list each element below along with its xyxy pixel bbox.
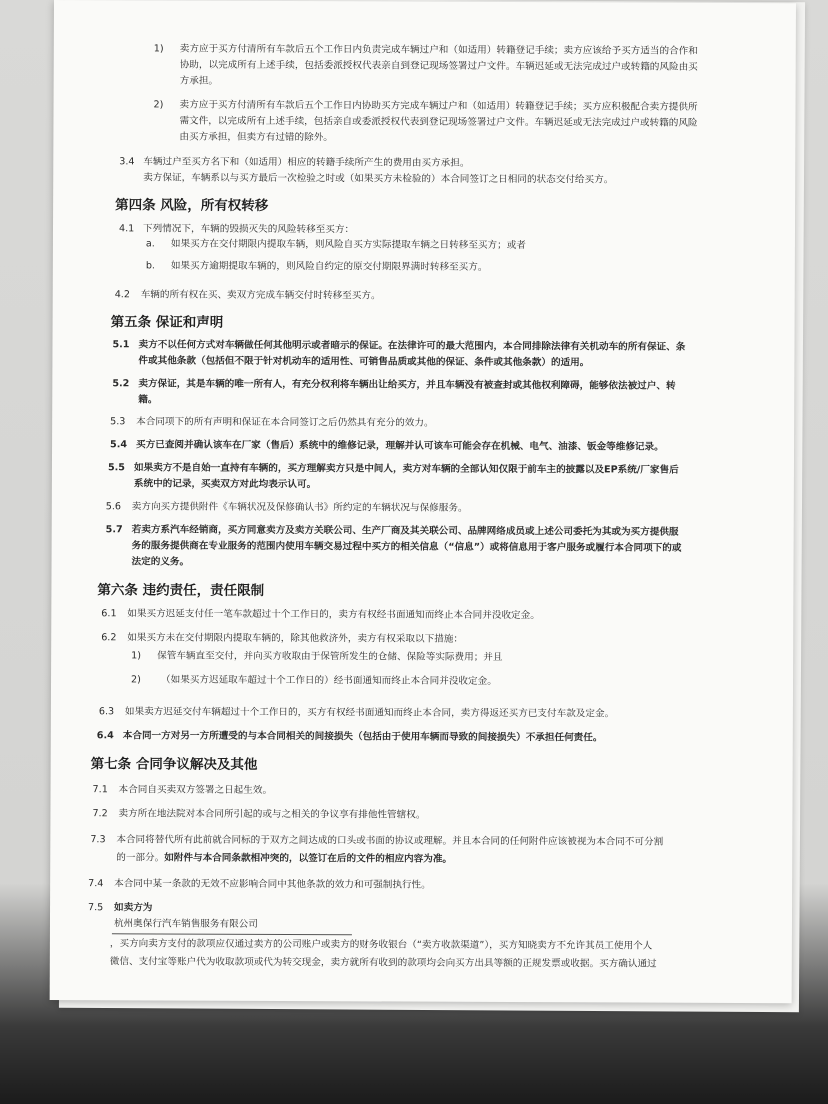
clause-5-7-line-2: 务的服务提供商在专业服务的范围内使用车辆交易过程中买方的相关信息（“信息”）或将信息用于客户服务或履行本合同项下的或 (131, 540, 682, 554)
clause-6-2-number: 6.2 (101, 632, 117, 644)
clause-4-2-number: 4.2 (114, 289, 131, 301)
clause-5-2-number: 5.2 (112, 378, 130, 390)
clause-7-3-line-2 (116, 850, 452, 867)
clause-4-1-number: 4.1 (118, 223, 135, 235)
clause-5-4-number: 5.4 (110, 439, 128, 451)
clause-4-1-b-text: 如果买方逾期提取车辆的，则风险自约定的原交付期限界满时转移至买方。 (170, 260, 488, 273)
clause-5-3-text: 本合同项下的所有声明和保证在本合同签订之后仍然具有充分的效力。 (136, 416, 434, 429)
clause-5-1-line-1: 卖方不以任何方式对车辆做任何其他明示或者暗示的保证。在法律许可的最大范围内，本合同排除法律有关机动车的所有保证、条 (138, 339, 686, 353)
clause-7-3-line-2-normal: 的一部分。 (116, 852, 165, 864)
clause-5-5-line-1: 如果卖方不是自始一直持有车辆的，买方理解卖方只是中间人，卖方对车辆的全部认知仅限于前车主的披露以及EP系统/厂家售后 (133, 462, 679, 476)
clause-3-4-line-2: 卖方保证，车辆系以与买方最后一次检验之时或（如果买方未检验的）本合同签订之日相同的状态交付给买方。 (143, 172, 614, 186)
clause-5-7-line-1: 若卖方系汽车经销商，买方同意卖方及卖方关联公司、生产厂商及其关联公司、品牌网络成员或上述公司委托为其或为买方提供服 (131, 524, 679, 538)
clause-3-3-2-number: 2) (153, 99, 164, 111)
seller-company-name: 杭州奥保行汽车销售服务有限公司 (113, 918, 258, 930)
clause-3-3-2-line-1: 卖方应于买方付清所有车款后五个工作日内协助买方完成车辆过户和（如适用）转籍登记手续；买方应积极配合卖方提供所 (179, 99, 698, 113)
clause-4-2-text: 车辆的所有权在买、卖双方完成车辆交付时转移至买方。 (140, 289, 381, 302)
clause-7-3-line-1: 本合同将替代所有此前就合同标的于双方之间达成的口头或书面的协议或理解。并且本合同的任何附件应该被视为本合同不可分割 (116, 834, 664, 848)
clause-5-2-line-2: 籍。 (138, 394, 158, 406)
clause-4-1-a-text: 如果买方在交付期限内提取车辆，则风险自买方实际提取车辆之日转移至买方；或者 (170, 238, 526, 252)
clause-3-3-1-number: 1) (153, 43, 164, 55)
clause-6-3-text: 如果卖方迟延交付车辆超过十个工作日的，买方有权经书面通知而终止本合同，卖方得返还买方已支付车款及定金。 (124, 706, 615, 720)
clause-6-4-text: 本合同一方对另一方所遭受的与本合同相关的间接损失（包括由于使用车辆而导致的间接损失）不承担任何责任。 (122, 730, 603, 744)
clause-5-2-line-1: 卖方保证，其是车辆的唯一所有人，有充分权利将车辆出让给买方，并且车辆没有被查封或其他权利障碍，能够依法被过户、转 (138, 378, 676, 392)
section-7-heading: 第七条 合同争议解决及其他 (90, 756, 258, 773)
section-6-heading: 第六条 违约责任，责任限制 (97, 582, 265, 599)
clause-5-7-line-3: 法定的义务。 (131, 556, 190, 568)
clause-7-1-text: 本合同自买卖双方签署之日起生效。 (118, 784, 273, 796)
clause-3-3-2-line-3: 由买方承担，但卖方有过错的除外。 (179, 131, 333, 144)
clause-5-7-number: 5.7 (105, 524, 123, 536)
clause-5-5-line-2: 系统中的记录，买卖双方对此均表示认可。 (133, 478, 317, 491)
clause-6-2-2-number: 2) (131, 674, 141, 686)
clause-7-5-line-1: ，买方向卖方支付的款项应仅通过卖方的公司账户或卖方的财务收银台（“卖方收款渠道”），买方知晓卖方不允许其员工使用个人 (109, 938, 653, 952)
clause-6-2-1-number: 1) (131, 650, 142, 662)
clause-5-1-number: 5.1 (112, 339, 130, 351)
clause-6-1-number: 6.1 (101, 608, 117, 620)
section-4-heading: 第四条 风险，所有权转移 (115, 197, 269, 214)
contract-page (50, 0, 796, 1003)
clause-3-3-1-line-3: 方承担。 (179, 75, 219, 87)
clause-3-4-number: 3.4 (119, 156, 135, 168)
clause-7-3-number: 7.3 (90, 834, 106, 846)
clause-6-1-text: 如果买方迟延支付任一笔车款超过十个工作日的，卖方有权经书面通知而终止本合同并没收定金。 (127, 608, 540, 622)
clause-4-1-b-number: b. (145, 260, 156, 272)
clause-6-2-1-text: 保管车辆直至交付，并向买方收取由于保管所发生的仓储、保险等实际费用；并且 (157, 650, 503, 663)
clause-5-6-number: 5.6 (105, 501, 122, 513)
clause-7-5-number: 7.5 (88, 902, 104, 914)
clause-5-6-text: 卖方向买方提供附件《车辆状况及保修确认书》所约定的车辆状况与保修服务。 (131, 501, 468, 514)
clause-6-2-text: 如果买方未在交付期限内提取车辆的，除其他救济外，卖方有权采取以下措施： (127, 632, 464, 645)
clause-7-5-label: 如卖方为 (114, 902, 153, 914)
clause-7-2-text: 卖方所在地法院对本合同所引起的或与之相关的争议享有排他性管辖权。 (118, 808, 426, 821)
clause-5-4-text: 买方已查阅并确认该车在厂家（售后）系统中的维修记录，理解并认可该车可能会存在机械、电气、油漆、钣金等维修记录。 (136, 439, 664, 453)
clause-3-3-1-line-2: 协助，以完成所有上述手续，包括委派授权代表亲自到登记现场签署过户文件。车辆迟延或无法完成过户或转籍的风险由买 (179, 59, 698, 73)
clause-7-4-number: 7.4 (88, 878, 104, 890)
clause-6-2-2-text: （如果买方迟延取车超过十个工作日的）经书面通知而终止本合同并没收定金。 (161, 674, 497, 687)
clause-4-1-text: 下列情况下，车辆的毁损灭失的风险转移至买方： (142, 223, 355, 236)
section-5-heading: 第五条 保证和声明 (110, 314, 224, 331)
clause-7-2-number: 7.2 (92, 808, 108, 820)
clause-7-4-text: 本合同中某一条款的无效不应影响合同中其他条款的效力和可强制执行性。 (114, 878, 431, 891)
clause-7-3-line-2-bold: 如附件与本合同条款相冲突的，以签订在后的文件的相应内容为准。 (164, 852, 453, 865)
clause-3-4-line-1: 车辆过户至买方名下和（如适用）相应的转籍手续所产生的费用由买方承担。 (143, 156, 470, 169)
clause-6-3-number: 6.3 (98, 706, 115, 718)
clause-4-1-a-number: a. (145, 238, 155, 250)
clause-7-1-number: 7.1 (92, 784, 108, 796)
company-underline (112, 933, 352, 935)
clause-5-1-line-2: 件或其他条款（包括但不限于针对机动车的适用性、可销售品质或其他的保证、条件或其他条款）的适用。 (138, 355, 590, 369)
clause-5-3-number: 5.3 (110, 416, 126, 428)
clause-5-5-number: 5.5 (107, 462, 125, 474)
clause-3-3-1-line-1: 卖方应于买方付清所有车款后五个工作日内负责完成车辆过户和（如适用）转籍登记手续；卖方应该给予买方适当的合作和 (179, 43, 698, 57)
clause-6-4-number: 6.4 (96, 730, 114, 742)
clause-7-5-line-2: 微信、支付宝等账户代为收取款项或代为转交现金，卖方就所有收到的款项均会向买方出具等额的正规发票或收据。买方确认通过 (109, 956, 657, 970)
clause-3-3-2-line-2: 需文件，以完成所有上述手续，包括亲自或委派授权代表到登记现场签署过户文件。车辆迟延或无法完成过户或转籍的风险 (179, 115, 698, 129)
